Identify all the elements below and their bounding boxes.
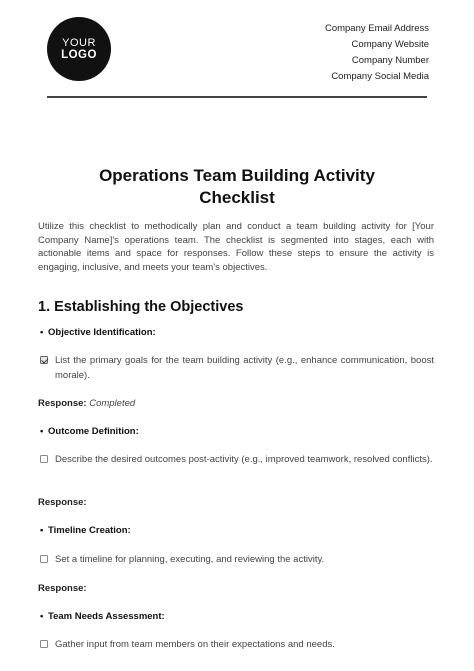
bullet-dot-icon: • xyxy=(40,426,44,437)
checklist-task: List the primary goals for the team building activity (e.g., enhance communication, boost morale). xyxy=(55,355,434,381)
checklist-item xyxy=(40,452,434,467)
bullet-dot-icon: • xyxy=(40,611,44,622)
title-line-1: Operations Team Building Activity xyxy=(99,166,375,185)
response-label: Response: xyxy=(38,583,87,594)
bullet-dot-icon: • xyxy=(40,327,44,338)
company-website: Company Website xyxy=(351,39,429,50)
bullet-label: Timeline Creation: xyxy=(48,525,131,536)
company-social: Company Social Media xyxy=(331,71,429,82)
bullet-label: Outcome Definition: xyxy=(48,426,139,437)
response-label: Response: xyxy=(38,398,87,409)
checkbox-icon[interactable] xyxy=(40,455,48,463)
header-divider xyxy=(47,96,427,98)
company-email: Company Email Address xyxy=(324,23,429,34)
checklist-task: Describe the desired outcomes post-activity (e.g., improved teamwork, resolved conflicts). xyxy=(55,454,433,465)
checkbox-icon[interactable] xyxy=(40,640,48,648)
response-row xyxy=(38,497,87,508)
title-line-2: Checklist xyxy=(199,188,275,207)
checklist-item xyxy=(40,552,434,567)
bullet-item xyxy=(40,525,131,536)
logo-line-1: YOUR xyxy=(62,36,96,49)
response-value: Completed xyxy=(89,398,136,409)
logo-line-2: LOGO xyxy=(61,48,97,61)
bullet-item xyxy=(40,327,156,338)
checklist-item xyxy=(40,637,434,652)
page-title xyxy=(40,165,434,209)
checklist-item xyxy=(40,353,434,383)
response-row xyxy=(38,398,135,409)
response-row xyxy=(38,583,87,594)
company-number: Company Number xyxy=(351,55,429,66)
bullet-item xyxy=(40,426,139,437)
bullet-label: Team Needs Assessment: xyxy=(48,611,165,622)
checklist-task: Gather input from team members on their expectations and needs. xyxy=(55,639,335,650)
checkbox-checked-icon[interactable] xyxy=(40,356,48,364)
intro-paragraph: Utilize this checklist to methodically plan and conduct a team building activity for [Your Company Name]'s operations team. The checklist is segmented into stages, each with actionable items and space for responses. Follow these steps to ensure the activity is engaging, inclusive, and meets your team's objectives. xyxy=(38,221,434,273)
checklist-task: Set a timeline for planning, executing, and reviewing the activity. xyxy=(55,554,325,565)
checkbox-icon[interactable] xyxy=(40,555,48,563)
section-heading: 1. Establishing the Objectives xyxy=(38,299,244,315)
bullet-dot-icon: • xyxy=(40,525,44,536)
company-info xyxy=(325,21,429,85)
bullet-label: Objective Identification: xyxy=(48,327,156,338)
bullet-item xyxy=(40,611,165,622)
response-label: Response: xyxy=(38,497,87,508)
company-logo xyxy=(47,17,111,81)
